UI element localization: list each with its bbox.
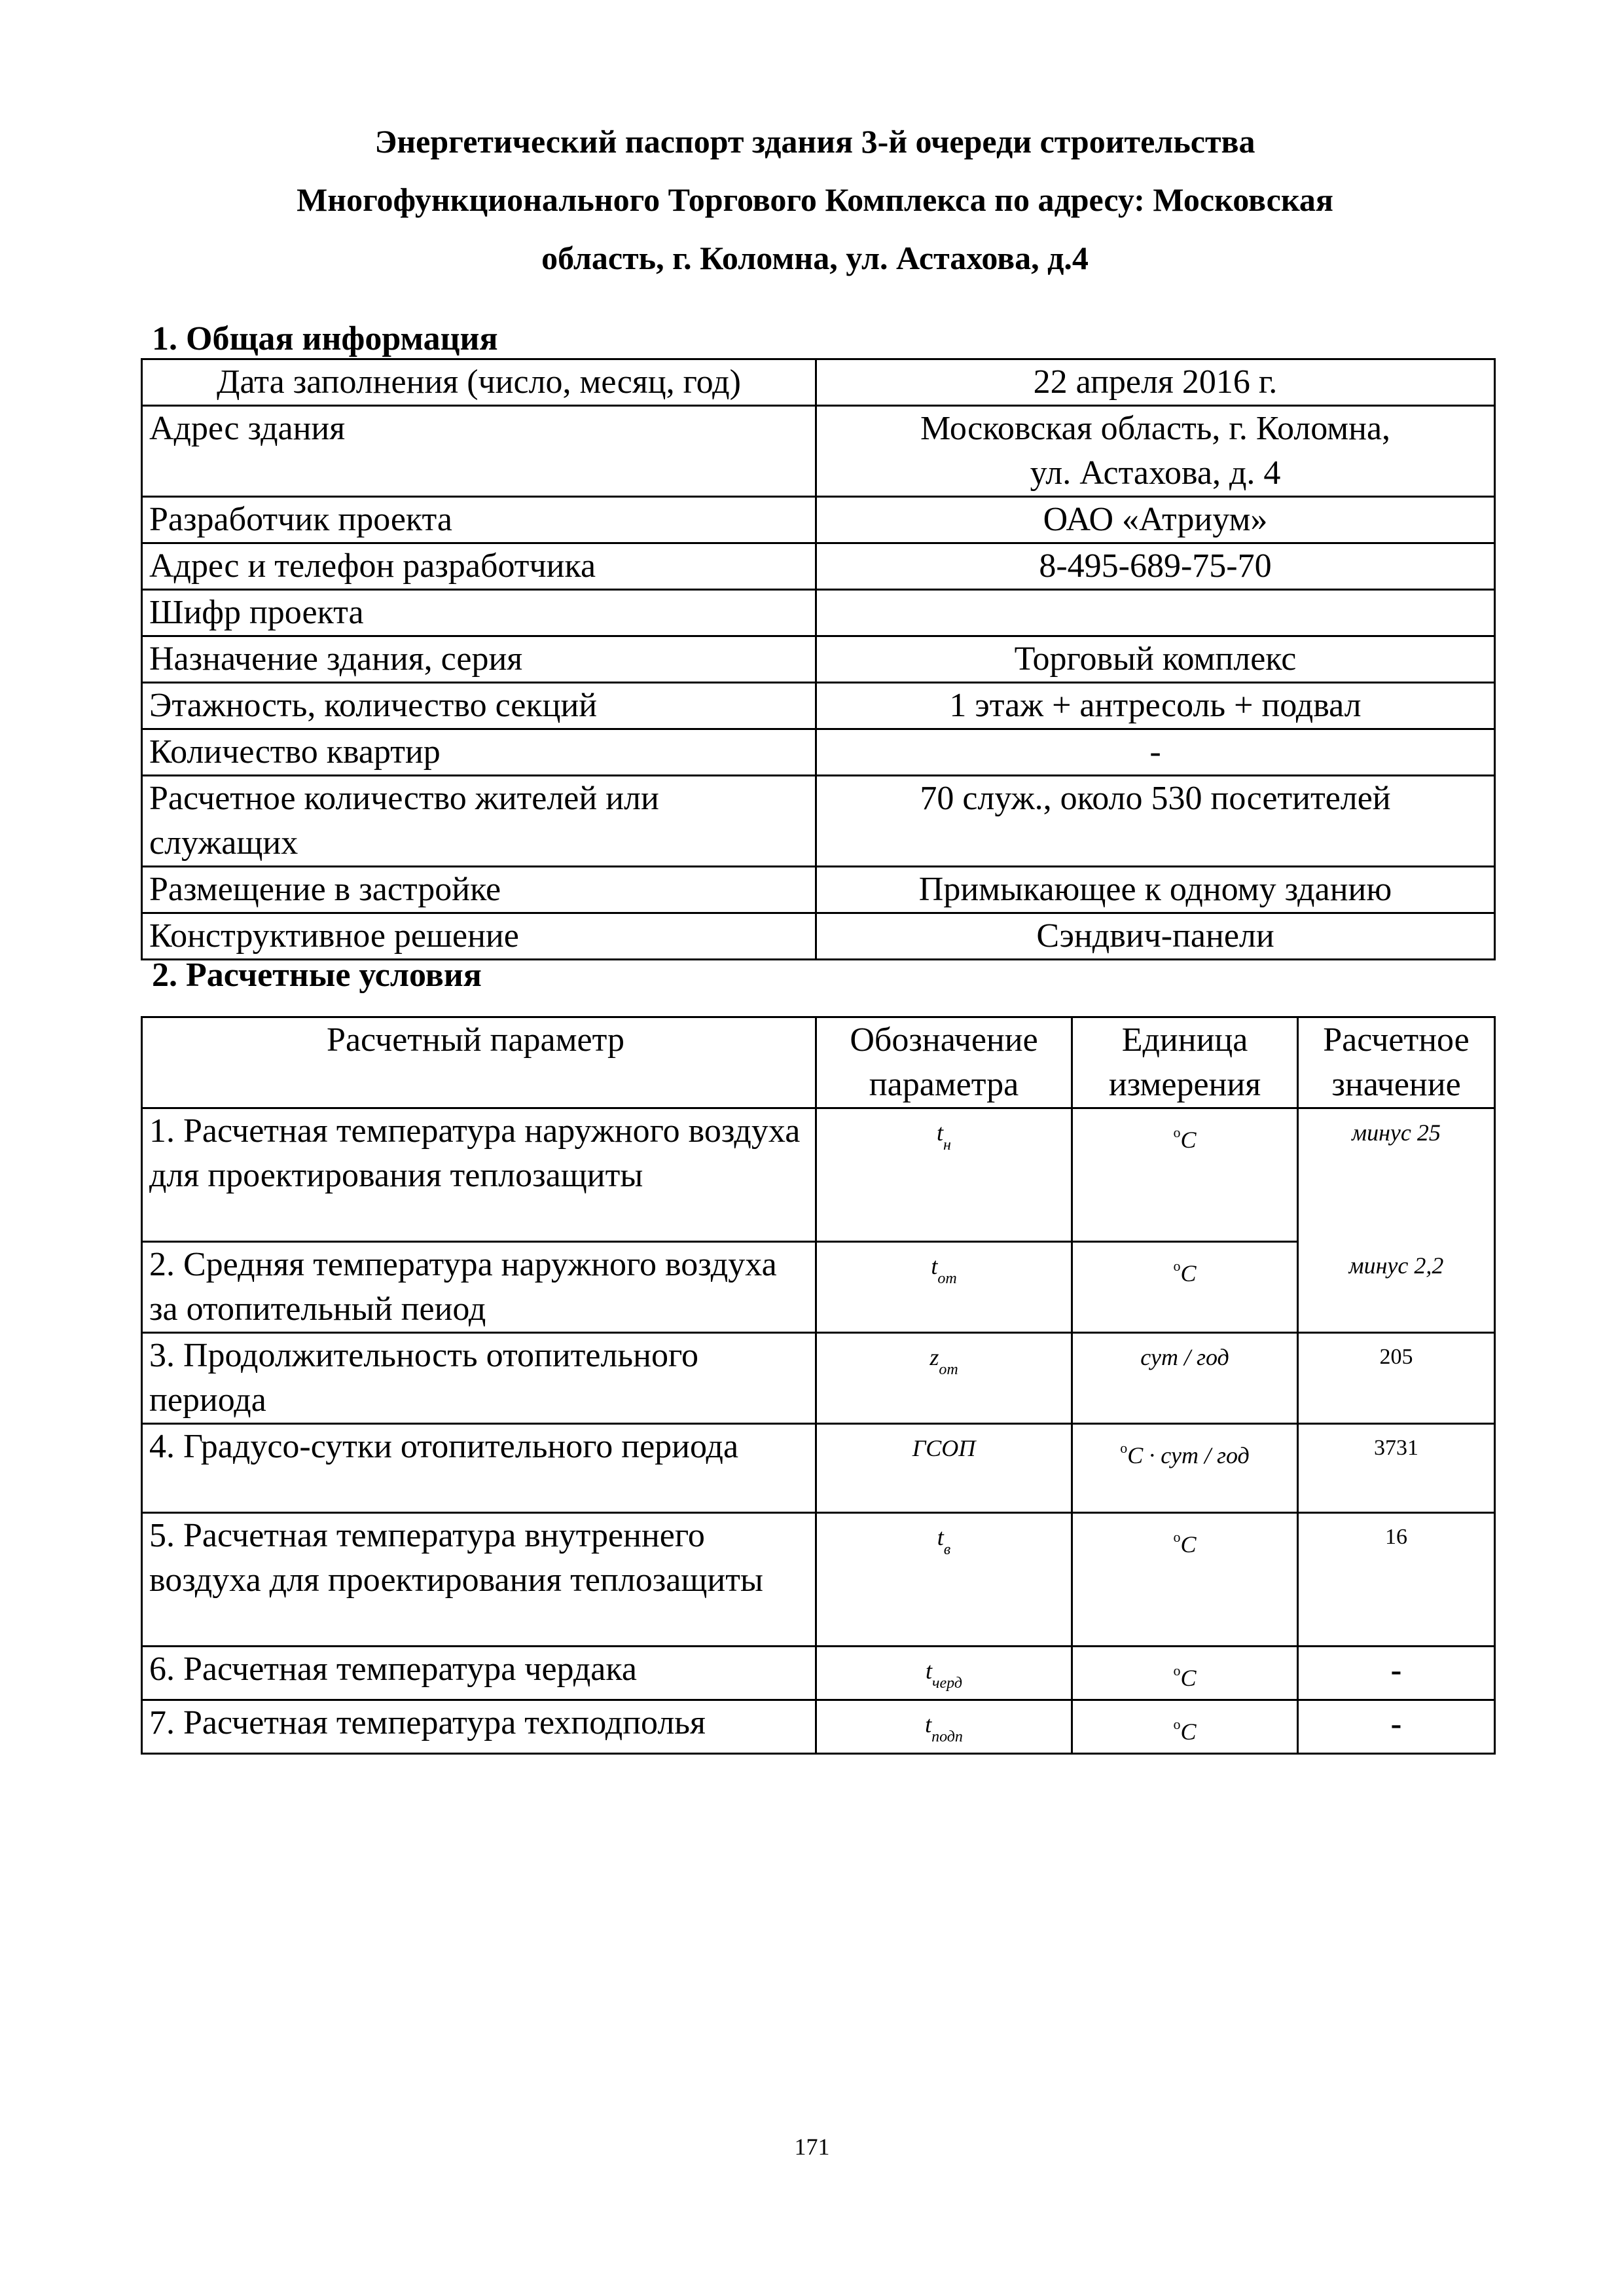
info-value: 8-495-689-75-70 — [816, 543, 1495, 590]
table-row — [142, 636, 1495, 683]
param-symbol — [816, 1108, 1072, 1242]
symbol-main: t — [931, 1253, 938, 1279]
param-symbol — [816, 1424, 1072, 1513]
header-unit: Единица измерения — [1072, 1017, 1298, 1108]
param-unit — [1072, 1513, 1298, 1647]
info-value: Примыкающее к одному зданию — [816, 867, 1495, 913]
table-row — [142, 1108, 1495, 1242]
info-label: Конструктивное решение — [142, 913, 816, 960]
param-name: 2. Средняя температура наружного воздуха за отопительный пеиод — [142, 1242, 816, 1333]
section-1-heading: 1. Общая информация — [152, 320, 498, 357]
param-name: 4. Градусо-сутки отопительного периода — [142, 1424, 816, 1513]
design-conditions-table — [141, 1016, 1496, 1755]
info-label: Размещение в застройке — [142, 867, 816, 913]
page-title — [141, 113, 1489, 287]
symbol-subscript: н — [943, 1137, 951, 1154]
table-row — [142, 729, 1495, 776]
param-name: 3. Продолжительность отопительного периода — [142, 1333, 816, 1424]
table-row — [142, 1700, 1495, 1754]
param-unit — [1072, 1242, 1298, 1333]
table-row — [142, 590, 1495, 636]
unit-text: C — [1180, 1665, 1197, 1691]
symbol-main: ГСОП — [912, 1435, 976, 1461]
symbol-subscript: черд — [932, 1675, 962, 1692]
header-param — [142, 1017, 816, 1108]
param-unit — [1072, 1700, 1298, 1754]
param-name: 1. Расчетная температура наружного воздуха для проектирования теплозащиты — [142, 1108, 816, 1242]
info-value: 22 апреля 2016 г. — [816, 359, 1495, 406]
unit-text: C — [1180, 1260, 1197, 1286]
table-row — [142, 543, 1495, 590]
table-row — [142, 406, 1495, 497]
unit-text: сут / год — [1140, 1344, 1229, 1370]
header-symbol: Обозначение параметра — [816, 1017, 1072, 1108]
unit-text: C — [1180, 1531, 1197, 1558]
unit-text: C — [1180, 1127, 1197, 1153]
title-line-3: область, г. Коломна, ул. Астахова, д.4 — [541, 240, 1089, 276]
info-label: Разработчик проекта — [142, 497, 816, 543]
param-value: 16 — [1298, 1513, 1495, 1647]
symbol-subscript: от — [937, 1270, 957, 1287]
param-name: 7. Расчетная температура техподполья — [142, 1700, 816, 1754]
info-label: Адрес и телефон разработчика — [142, 543, 816, 590]
info-label: Дата заполнения (число, месяц, год) — [142, 359, 816, 406]
symbol-main: t — [937, 1120, 944, 1146]
table-row — [142, 1647, 1495, 1700]
symbol-main: z — [929, 1344, 939, 1370]
info-label: Этажность, количество секций — [142, 683, 816, 729]
param-value — [1298, 1108, 1495, 1242]
table-row — [142, 913, 1495, 960]
param-value — [1298, 1242, 1495, 1333]
title-line-1: Энергетический паспорт здания 3-й очереди строительства — [374, 123, 1255, 160]
info-label: Расчетное количество жителей или служащих — [142, 776, 816, 867]
info-label: Адрес здания — [142, 406, 816, 497]
table-row — [142, 359, 1495, 406]
info-value: 70 служ., около 530 посетителей — [816, 776, 1495, 867]
symbol-main: t — [925, 1711, 932, 1738]
degree-sign: o — [1173, 1258, 1181, 1274]
info-value: Торговый комплекс — [816, 636, 1495, 683]
symbol-subscript: от — [939, 1361, 958, 1378]
header-row — [142, 1017, 1495, 1108]
table-row — [142, 1424, 1495, 1513]
param-value: 3731 — [1298, 1424, 1495, 1513]
degree-sign: o — [1173, 1529, 1181, 1545]
general-info-table — [141, 358, 1496, 960]
param-symbol — [816, 1700, 1072, 1754]
param-unit — [1072, 1333, 1298, 1424]
param-value: - — [1298, 1700, 1495, 1754]
param-unit — [1072, 1424, 1298, 1513]
info-value: 1 этаж + антресоль + подвал — [816, 683, 1495, 729]
value-text: минус 25 — [1352, 1120, 1441, 1146]
table-row — [142, 776, 1495, 867]
param-symbol — [816, 1333, 1072, 1424]
info-value: - — [816, 729, 1495, 776]
degree-sign: o — [1173, 1124, 1181, 1140]
info-value-line-2: ул. Астахова, д. 4 — [1030, 454, 1281, 492]
symbol-subscript: в — [943, 1541, 951, 1558]
table-row — [142, 1333, 1495, 1424]
section-2-heading: 2. Расчетные условия — [152, 957, 482, 994]
param-unit — [1072, 1108, 1298, 1242]
table-row — [142, 1513, 1495, 1647]
param-symbol — [816, 1513, 1072, 1647]
info-label: Количество квартир — [142, 729, 816, 776]
table-row — [142, 1242, 1495, 1333]
param-symbol — [816, 1242, 1072, 1333]
table-row — [142, 497, 1495, 543]
title-line-2: Многофункционального Торгового Комплекса по адресу: Московская — [297, 181, 1333, 218]
param-name: 5. Расчетная температура внутреннего воздуха для проектирования теплозащиты — [142, 1513, 816, 1647]
value-text: минус 2,2 — [1348, 1252, 1444, 1279]
table-row — [142, 867, 1495, 913]
param-unit — [1072, 1647, 1298, 1700]
symbol-subscript: подп — [931, 1728, 963, 1745]
info-value: ОАО «Атриум» — [816, 497, 1495, 543]
unit-text: C · сут / год — [1127, 1442, 1250, 1468]
symbol-main: t — [937, 1524, 944, 1550]
param-value: - — [1298, 1647, 1495, 1700]
header-value: Расчетное значение — [1298, 1017, 1495, 1108]
page-number: 171 — [794, 2134, 830, 2160]
info-label: Назначение здания, серия — [142, 636, 816, 683]
unit-text: C — [1180, 1719, 1197, 1745]
param-symbol — [816, 1647, 1072, 1700]
param-name: 6. Расчетная температура чердака — [142, 1647, 816, 1700]
info-value — [816, 590, 1495, 636]
info-value-line-1: Московская область, г. Коломна, — [920, 410, 1391, 447]
degree-sign: o — [1173, 1662, 1181, 1679]
table-row — [142, 683, 1495, 729]
info-label: Шифр проекта — [142, 590, 816, 636]
header-param-text: Расчетный параметр — [327, 1021, 624, 1059]
param-value: 205 — [1298, 1333, 1495, 1424]
info-value: Сэндвич-панели — [816, 913, 1495, 960]
degree-sign: o — [1173, 1716, 1181, 1732]
degree-sign: o — [1120, 1440, 1128, 1456]
symbol-main: t — [926, 1658, 933, 1684]
info-value — [816, 406, 1495, 497]
